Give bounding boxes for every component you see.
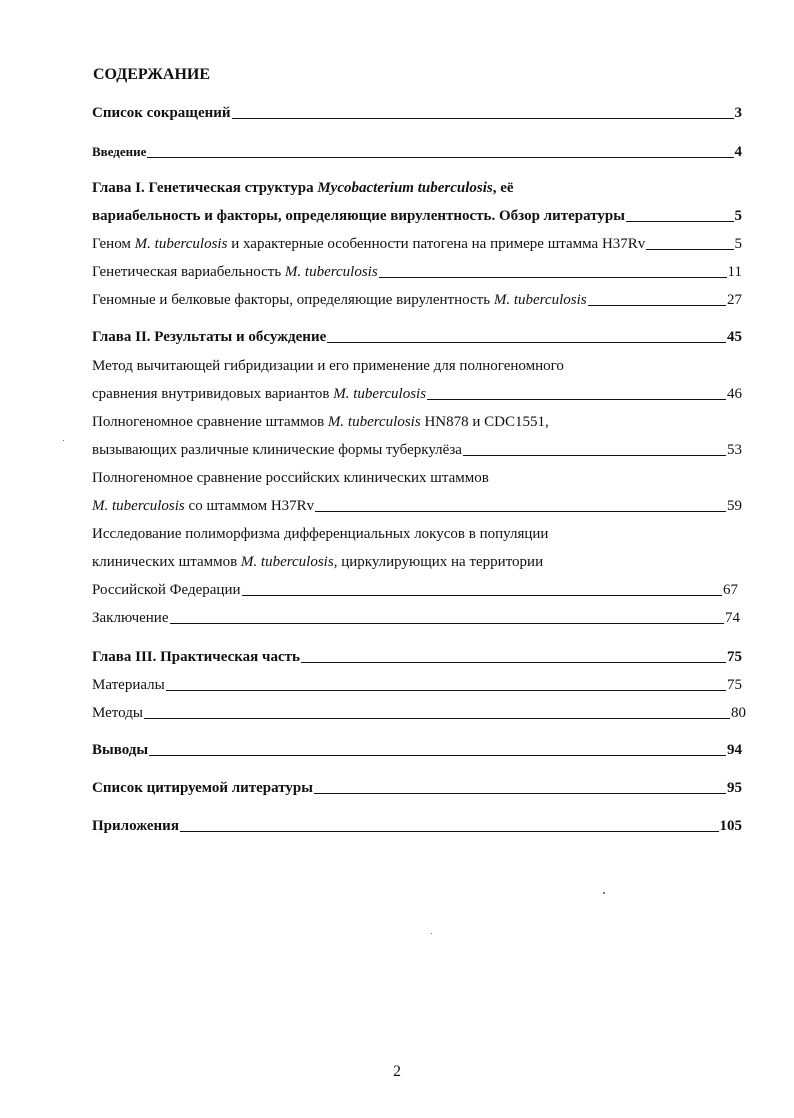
leader-line — [626, 221, 734, 222]
page-number-footer: 2 — [393, 1063, 401, 1080]
toc-page-number: 5 — [734, 208, 742, 224]
leader-line — [314, 793, 726, 794]
toc-entry-label: Приложения — [92, 818, 179, 834]
toc-entry-findings[interactable] — [92, 741, 742, 759]
leader-line — [170, 623, 725, 624]
species-name: M. tuberculosis — [493, 292, 587, 308]
toc-entry-references[interactable] — [92, 779, 742, 797]
leader-line — [463, 455, 726, 456]
leader-line — [427, 399, 726, 400]
toc-entry-materials[interactable] — [92, 676, 742, 694]
leader-line — [147, 157, 733, 158]
toc-entry-label: M. tuberculosis со штаммом H37Rv — [92, 498, 315, 514]
toc-entry-introduction[interactable] — [92, 143, 742, 161]
species-name: M. tuberculosis — [327, 414, 421, 430]
toc-page-number: 11 — [727, 264, 742, 280]
species-name: M. tuberculosis — [134, 236, 228, 252]
toc-page-number: 53 — [727, 442, 742, 458]
toc-chapter-1-line1[interactable] — [92, 179, 742, 197]
toc-chapter-2[interactable] — [92, 328, 742, 346]
toc-page-number: 59 — [727, 498, 742, 514]
toc-page-number: 75 — [727, 677, 742, 693]
species-name: M. tuberculosis — [333, 386, 427, 402]
toc-entry-label: Полногеномное сравнение российских клинических штаммов — [92, 470, 489, 486]
toc-page-number: 46 — [727, 386, 742, 402]
toc-page-number: 74 — [725, 610, 740, 626]
toc-entry-label: Геномные и белковые факторы, определяющие вирулентность M. tuberculosis — [92, 292, 587, 308]
leader-line — [144, 718, 730, 719]
page-title: СОДЕРЖАНИЕ — [93, 66, 211, 83]
leader-line — [301, 662, 726, 663]
toc-entry-label: Глава II. Результаты и обсуждение — [92, 329, 327, 345]
toc-page-number: 105 — [719, 818, 742, 834]
toc-entry-label: Выводы — [92, 742, 149, 758]
toc-entry-appendices[interactable] — [92, 817, 742, 835]
toc-page-number: 3 — [734, 105, 742, 121]
toc-entry-label: Генетическая вариабельность M. tuberculosis — [92, 264, 378, 280]
toc-entry-subtractive-hybridization-line1[interactable] — [92, 357, 742, 375]
toc-entry-genetic-variability[interactable] — [92, 263, 742, 281]
leader-line — [327, 342, 726, 343]
leader-line — [646, 249, 733, 250]
toc-entry-label: Российской Федерации — [92, 582, 241, 598]
toc-entry-label: Материалы — [92, 677, 165, 693]
toc-entry-label: сравнения внутривидовых вариантов M. tuberculosis — [92, 386, 427, 402]
scan-speck — [63, 440, 64, 441]
toc-entry-label: Метод вычитающей гибридизации и его применение для полногеномного — [92, 358, 564, 374]
toc-entry-methods[interactable] — [92, 704, 746, 722]
toc-entry-label: Глава III. Практическая часть — [92, 649, 300, 665]
leader-line — [588, 305, 726, 306]
toc-entry-conclusion[interactable] — [92, 609, 740, 627]
toc-page-number: 67 — [723, 582, 738, 598]
toc-chapter-1[interactable] — [92, 207, 742, 225]
toc-chapter-3[interactable] — [92, 648, 742, 666]
toc-entry-label: Исследование полиморфизма дифференциальных локусов в популяции — [92, 526, 549, 542]
toc-entry-russian-strains[interactable] — [92, 497, 742, 515]
scan-speck — [431, 933, 432, 934]
toc-entry-label-tail: , её — [492, 180, 514, 196]
species-name: M. tuberculosis — [240, 554, 334, 570]
toc-entry-label: Введение — [92, 144, 147, 159]
toc-entry-label: Глава I. Генетическая структура — [92, 180, 318, 196]
toc-entry-polymorphism-line1[interactable] — [92, 525, 742, 543]
toc-entry-label: Методы — [92, 705, 143, 721]
toc-entry-hn878[interactable] — [92, 441, 742, 459]
toc-entry-label: Геном M. tuberculosis и характерные особенности патогена на примере штамма H37Rv — [92, 236, 646, 252]
species-name: M. tuberculosis — [284, 264, 378, 280]
toc-entry-label: Список сокращений — [92, 105, 231, 121]
toc-entry-label: вариабельность и факторы, определяющие вирулентность. Обзор литературы — [92, 208, 625, 224]
toc-page-number: 95 — [727, 780, 742, 796]
toc-entry-polymorphism[interactable] — [92, 581, 738, 599]
toc-page-number: 94 — [727, 742, 742, 758]
toc-entry-virulence-factors[interactable] — [92, 291, 742, 309]
toc-page-number: 45 — [727, 329, 742, 345]
toc-entry-russian-strains-line1[interactable] — [92, 469, 742, 487]
toc-page-number: 75 — [727, 649, 742, 665]
toc-entry-polymorphism-line2[interactable] — [92, 553, 742, 571]
leader-line — [379, 277, 727, 278]
toc-entry-label: вызывающих различные клинические формы туберкулёза — [92, 442, 462, 458]
toc-entry-label: Заключение — [92, 610, 169, 626]
toc-entry-hn878-line1[interactable] — [92, 413, 742, 431]
leader-line — [242, 595, 722, 596]
toc-entry-label: клинических штаммов M. tuberculosis, циркулирующих на территории — [92, 554, 544, 570]
toc-page-number: 80 — [731, 705, 746, 721]
species-name: M. tuberculosis — [92, 498, 185, 514]
toc-entry-subtractive-hybridization[interactable] — [92, 385, 742, 403]
leader-line — [166, 690, 726, 691]
toc-page-number: 4 — [734, 144, 742, 160]
toc-page-number: 27 — [727, 292, 742, 308]
toc-entry-label: Список цитируемой литературы — [92, 780, 313, 796]
leader-line — [180, 831, 719, 832]
leader-line — [232, 118, 734, 119]
scan-speck — [603, 892, 605, 894]
toc-entry-genome[interactable] — [92, 235, 742, 253]
toc-entry-label: Полногеномное сравнение штаммов M. tuberculosis HN878 и CDC1551, — [92, 414, 549, 430]
toc-entry-abbreviations[interactable] — [92, 104, 742, 122]
toc-page-number: 5 — [734, 236, 742, 252]
species-name: Mycobacterium tuberculosis — [317, 180, 493, 196]
leader-line — [315, 511, 726, 512]
leader-line — [149, 755, 726, 756]
